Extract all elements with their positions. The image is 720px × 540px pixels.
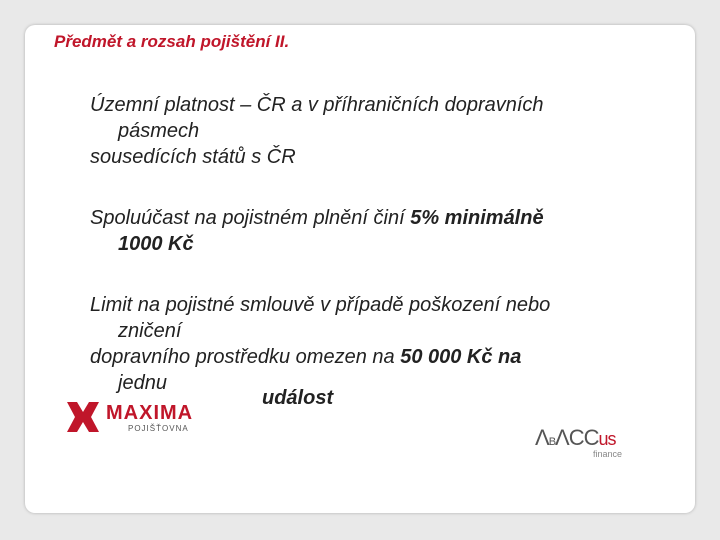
maxima-subtitle: POJIŠŤOVNA [128,424,189,433]
maxima-emblem-icon [65,400,101,434]
bullet-text: dopravního prostředku omezen na 50 000 Kč na [90,346,522,368]
bullet-text [90,231,650,257]
bullet-deductible [90,205,650,257]
slide-title: Předmět a rozsah pojištění II. [54,32,290,51]
bullet-text: zničení [118,320,182,342]
bullet-text: Limit na pojistné smlouvě v případě poškození nebo [90,294,551,316]
bullet-emphasis: 50 000 Kč na [400,346,522,368]
abaccus-wordmark: ΛBΛCCus [535,425,616,450]
bullet-emphasis: událost [262,387,334,409]
bullet-emphasis: 5% minimálně [410,207,544,229]
bullet-territorial-validity [90,92,650,170]
abaccus-tagline: finance [593,449,623,459]
bullet-text: Územní platnost – ČR a v příhraničních dopravních [90,94,544,116]
bullet-text-clipped: jednu [118,372,167,394]
bullet-text: Spoluúčast na pojistném plnění činí 5% minimálně [90,207,544,229]
bullet-text: pásmech [118,120,200,142]
abaccus-logo [535,425,645,463]
bullet-limit [90,292,650,411]
bullet-emphasis: 1000 Kč [118,233,194,255]
bullet-text: sousedících států s ČR [90,146,296,168]
maxima-wordmark: MAXIMA [106,402,194,424]
maxima-logo [65,398,207,438]
